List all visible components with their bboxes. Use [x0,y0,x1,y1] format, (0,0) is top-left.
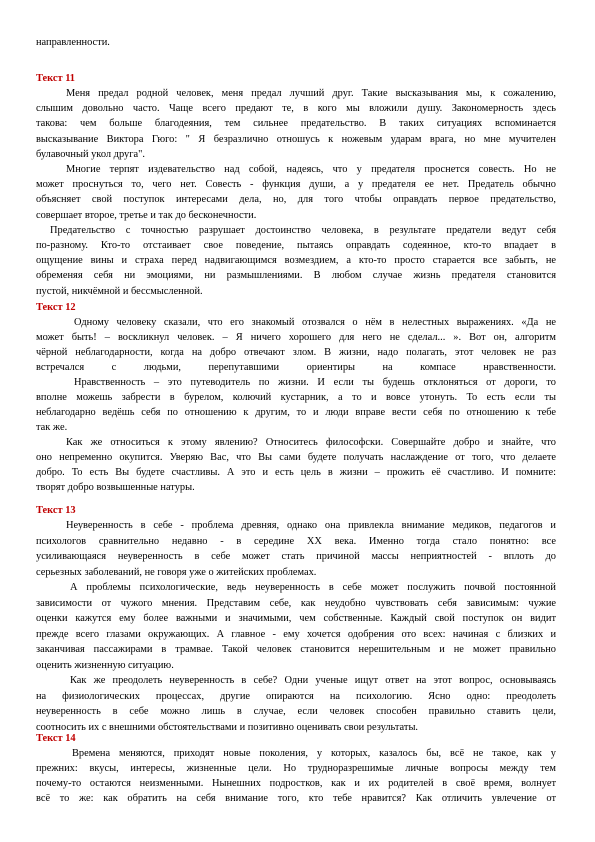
paragraph-line: пустой, никчёмной и бессмысленной. [36,285,203,297]
paragraph-line: А проблемы психологические, ведь неуверенность в себе может послужить почвой постоянной [70,582,556,593]
paragraph-line: заканчивая пассажирами в трамвае. Такой человек становится нерешительным и не может правильно [36,644,556,655]
paragraph-line: почему-то остаются неизменными. Нынешних подростков, как и их родителей в своё время, волнует [36,778,556,789]
paragraph-line: объясняет свой поступок интересами дела, но, для того чтобы оправдать первое предательство, [36,194,556,206]
text-12-heading: Текст 12 [36,302,76,313]
paragraph-line: Предательство с точностью разрушает достоинство человека, в результате предатели ведут себя [50,224,556,236]
paragraph-line: усиливающаяся неуверенность в себе может стать причиной массы неприятностей - вплоть до [36,551,556,562]
paragraph-line: обременяя себя ни эмоциями, ни размышлениями. В любом случае жизнь предателя становится [36,270,556,282]
paragraph-line: совершает второе, третье и так до бесконечности. [36,209,257,221]
paragraph-line: ощущение вины и страха перед надвигающимся возмездием, а кто-то просто старается все забыть, не [36,255,556,267]
paragraph-line: слышим довольно часто. Чаще всего предают те, в кого мы вложили душу. Закономерность здесь [36,103,556,115]
paragraph-line: высказывание Виктора Гюго: " Я безразлично отношусь к ножевым ударам врага, но мне мучителен [36,133,556,145]
paragraph-line: вполне можешь забрести в бурелом, колючий кустарник, а то и вовсе утонуть. То есть если ты [36,392,556,403]
paragraph-line: такова: чем больше благодеяния, тем сильнее предательство. В таких ситуациях вспоминается [36,118,556,130]
paragraph-line: соотносить их с внешними обстоятельствами и позитивно оценивать свои результаты. [36,721,419,733]
paragraph-line: Нравственность – это путеводитель по жизни. И если ты будешь отклоняться от дороги, то [74,377,556,388]
paragraph-line: серьезных заболеваний, не говоря уже о житейских проблемах. [36,566,317,578]
paragraph-line: психологов сравнительно недавно - в середине XX века. Именно тогда стало понятно: все [36,535,556,547]
paragraph-line: всё то же: как обратить на себя внимание того, кто тебе нравится? Как отличить увлечение от [36,793,556,804]
paragraph-line: оценки кажутся ему более важными и значимыми, чем собственные. Каждый свой поступок он видит [36,613,556,624]
paragraph-line: на физиологических процессах, другие опираются на психологию. Ясно одно: преодолеть [36,690,556,702]
paragraph-line: по-разному. Кто-то отстаивает свое поведение, пытаясь оправдать содеянное, кто-то впадает в [36,240,556,251]
paragraph-line: оценить жизненную ситуацию. [36,659,174,671]
paragraph-line: Как же относиться к этому явлению? Относитесь философски. Совершайте добро и знайте, что [66,437,556,448]
paragraph-line: может проснуться то, чего нет. Совесть - функция души, а у предателя ее нет. Предатель обычно [36,179,556,191]
paragraph-line: добро. То есть Вы будете счастливы. А это и есть цель в жизни – прожить её счастливо. И помните: [36,467,556,478]
paragraph-line: оно непременно окупится. Уверяю Вас, что Вы сами будете получать наслаждение от того, что делаете [36,452,556,463]
paragraph-line: Одному человеку сказали, что его знакомый отозвался о нём в нелестных выражениях. «Да не [74,317,556,328]
text-14-heading: Текст 14 [36,733,76,744]
paragraph-line: зависимости от чужого мнения. Представим себе, как неудобно чувствовать себя зависимым: чужие [36,597,556,609]
paragraph-line: встречался с людьми, перепутавшими ориентиры на компасе нравственности. [36,362,556,373]
paragraph-line: чёрной неблагодарности, когда на добро отвечают злом. В жизни, надо полагать, этот человек не раз [36,347,556,358]
text-13-heading: Текст 13 [36,505,76,516]
paragraph-line: Как же преодолеть неуверенность в себе? Одни ученые ищут ответ на этот вопрос, основываясь [70,675,556,686]
paragraph-line: булавочный укол друга". [36,148,145,160]
paragraph-line: прежних: вкусы, интересы, жизненные цели. Но трудноразрешимые личные вопросы между тем [36,763,556,774]
paragraph-line: может быть! – воскликнул человек. – Я ничего хорошего для него не сделал... ». Вот он, алгоритм [36,332,556,343]
paragraph-line: неуверенность в себе можно лишь в случае, если человек способен правильно ставить цели, [36,706,556,717]
paragraph-line: Неуверенность в себе - проблема древняя, однако она привлекла внимание медиков, педагогов и [66,520,556,531]
paragraph-line: Многие терпят издевательство над собой, надеясь, что у предателя проснется совесть. Но не [66,164,556,175]
text-11-heading: Текст 11 [36,73,76,84]
paragraph-line: Меня предал родной человек, меня предал лучший друг. Такие высказывания мы, к сожалению, [66,88,556,99]
paragraph-line: творят добро возвышенные натуры. [36,482,195,493]
top-tail-text: направленности. [36,37,110,48]
paragraph-line: прежде всего глазами окружающих. А главное - ему хочется одобрения ото всех: начиная с близких и [36,628,556,640]
paragraph-line: неблагодарно ведёшь себя по отношению к другим, то и люди вправе вести себя по отношению к тебе [36,407,556,418]
paragraph-line: так же. [36,422,68,433]
paragraph-line: Времена меняются, приходят новые поколения, у которых, казалось бы, всё не такое, как у [72,748,556,759]
